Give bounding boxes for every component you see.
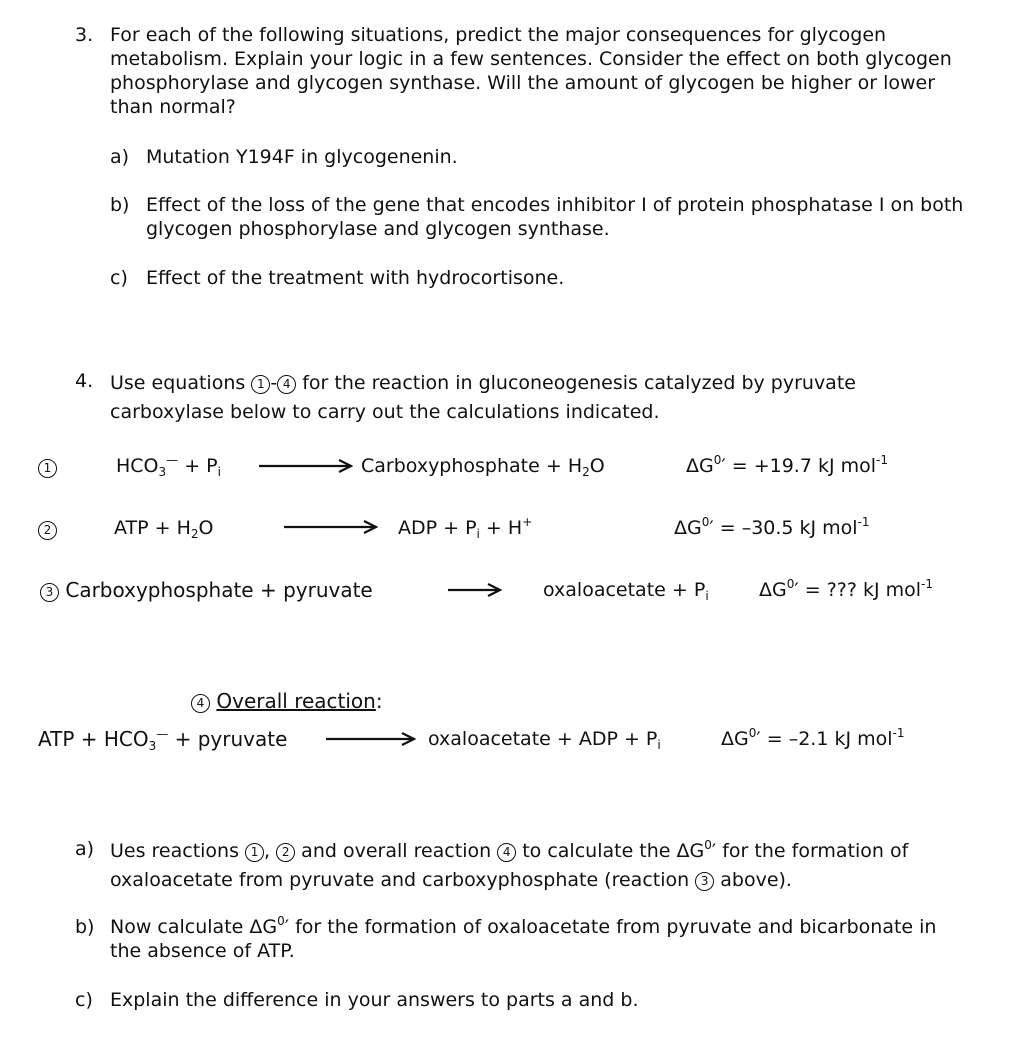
eq3-reactants: 3 Carboxyphosphate + pyruvate [40, 578, 373, 602]
q4-a-text: Ues reactions 1 , 2 and overall reaction 4 to calculate the $\Delta G^0'$ for the formation of oxaloacetate from pyruvate and carboxyphosphate (reaction 3 above). [110, 838, 909, 891]
q3-b-label: b) [110, 194, 130, 216]
circle-1-icon: 1 [38, 459, 57, 478]
circle-3-icon: 3 [695, 872, 714, 891]
q4-c-text: Explain the difference in your answers to parts a and b. [110, 989, 639, 1011]
q4-a-label: a) [75, 838, 95, 860]
eq2-products: ADP + $P_i + H^+$ [398, 515, 533, 541]
overall-label: Overall reaction [216, 689, 376, 713]
eq1-arrow-icon [259, 458, 353, 474]
q3-c-text: Effect of the treatment with hydrocortisone. [146, 267, 565, 289]
eq2-number [38, 517, 57, 541]
overall-products: oxaloacetate + ADP + $P_i$ [428, 728, 661, 752]
overall-reactants: ATP + $HCO_3^—$ + pyruvate [38, 727, 288, 753]
eq3-products: oxaloacetate + $P_i$ [543, 579, 709, 603]
q4-number: 4. [75, 370, 94, 392]
eq2-arrow-icon [284, 519, 378, 535]
eq3-arrow-icon [448, 582, 502, 598]
q3-text: For each of the following situations, predict the major consequences for glycogen metabolism. Explain your logic in a few sentences. Consider the effect on both glycogen phosphorylase and glycogen synthase. Will the amount of glycogen be higher or lower than normal? [110, 24, 952, 118]
circle-3-icon: 3 [40, 583, 59, 602]
circle-2-icon: 2 [38, 521, 57, 540]
q3-number: 3. [75, 24, 94, 46]
q3-a-text: Mutation Y194F in glycogenenin. [146, 146, 458, 168]
circle-1-icon: 1 [245, 843, 264, 862]
q3-a-label: a) [110, 146, 130, 168]
eq3-delta-g: $\Delta G^0'$ = ??? kJ mol$^{-1}$ [759, 577, 934, 601]
eq1-products: Carboxyphosphate + $H_2O$ [361, 455, 605, 479]
eq1-number [38, 455, 57, 479]
eq2-reactants: ATP + $H_2O$ [114, 517, 214, 541]
q4-b-label: b) [75, 916, 95, 938]
circle-4-icon: 4 [277, 375, 296, 394]
circle-1-icon: 1 [251, 375, 270, 394]
q4-b-text: Now calculate $\Delta G^0'$ for the formation of oxaloacetate from pyruvate and bicarbonate in the absence of ATP. [110, 914, 937, 962]
eq2-delta-g: $\Delta G^0' = -30.5$ kJ mol$^{-1}$ [674, 515, 870, 539]
circle-4-icon: 4 [191, 694, 210, 713]
overall-delta-g: $\Delta G^0' = -2.1$ kJ mol$^{-1}$ [721, 726, 905, 750]
circle-2-icon: 2 [276, 843, 295, 862]
q4-intro: Use equations 1 - 4 for the reaction in gluconeogenesis catalyzed by pyruvate carboxylase below to carry out the calculations indicated. [110, 372, 856, 423]
eq1-reactants: $HCO_3^— + P_i$ [116, 453, 221, 479]
q4-c-label: c) [75, 989, 93, 1011]
overall-heading: 4 Overall reaction: [191, 689, 383, 713]
q3-b-text: Effect of the loss of the gene that encodes inhibitor I of protein phosphatase I on both glycogen phosphorylase and glycogen synthase. [146, 194, 964, 240]
q3-c-label: c) [110, 267, 128, 289]
eq1-delta-g: $\Delta G^0' = +19.7$ kJ mol$^{-1}$ [686, 453, 888, 477]
circle-4-icon: 4 [497, 843, 516, 862]
overall-arrow-icon [326, 731, 416, 747]
